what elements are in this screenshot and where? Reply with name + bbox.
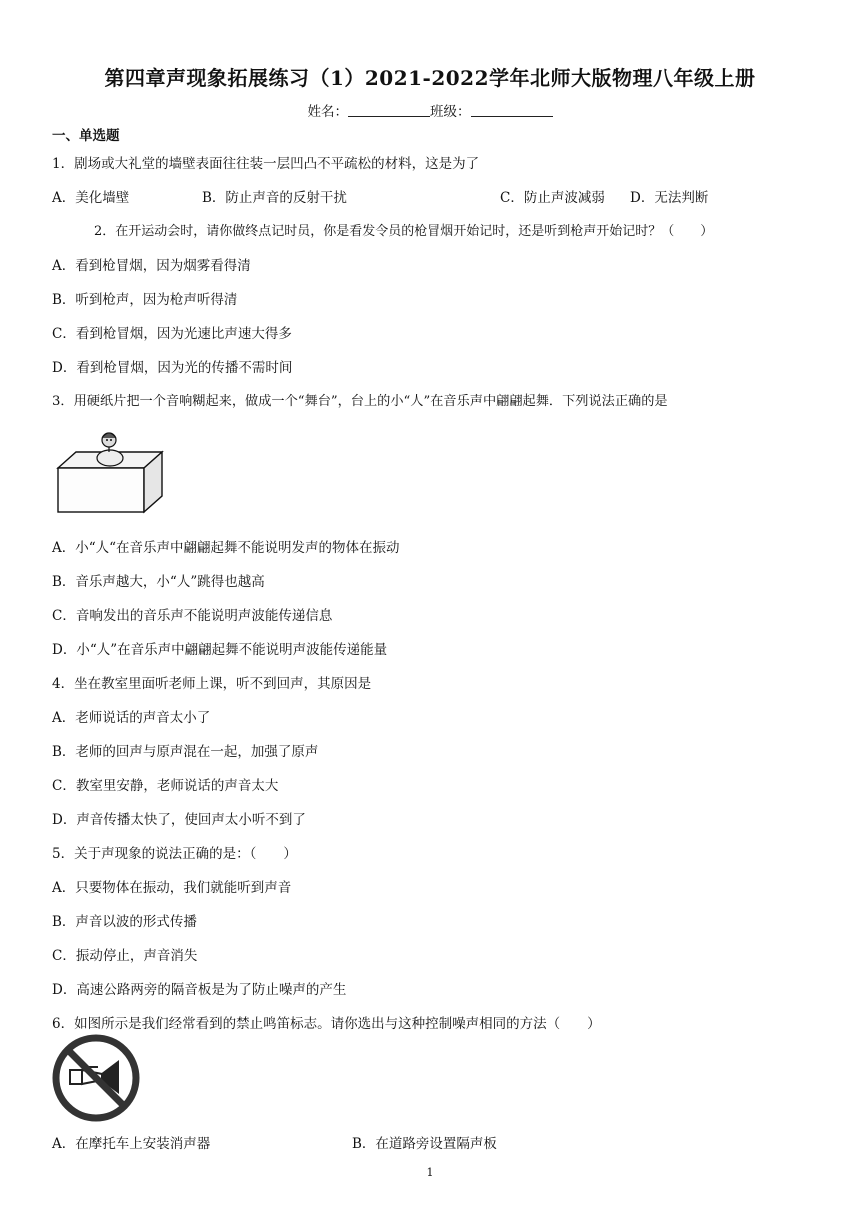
question-3-option-d: D．小“人”在音乐声中翩翩起舞不能说明声波能传递能量 [52,642,388,658]
section-heading: 一、单选题 [52,128,120,144]
question-4-stem: 4．坐在教室里面听老师上课，听不到回声，其原因是 [52,676,372,692]
question-5-option-c: C．振动停止，声音消失 [52,948,198,964]
question-1-options [52,186,812,206]
question-2-option-d: D．看到枪冒烟，因为光的传播不需时间 [52,360,293,376]
question-3-option-c: C．音响发出的音乐声不能说明声波能传递信息 [52,608,333,624]
question-5-option-a: A．只要物体在振动，我们就能听到声音 [52,880,292,896]
no-honking-sign-icon [52,1034,142,1122]
name-blank [348,104,430,117]
question-1-option-d: D．无法判断 [630,190,709,206]
question-4-option-b: B．老师的回声与原声混在一起，加强了原声 [52,744,319,760]
question-3-stem: 3．用硬纸片把一个音响糊起来，做成一个“舞台”，台上的小“人”在音乐声中翩翩起舞．下列说法正确的是 [52,394,668,409]
question-4-option-a: A．老师说话的声音太小了 [52,710,211,726]
question-5-stem: 5．关于声现象的说法正确的是：（ ） [52,846,297,862]
page-number: 1 [426,1166,434,1179]
student-info [0,100,860,120]
question-3-option-a: A．小“人“在音乐声中翩翩起舞不能说明发声的物体在振动 [52,540,400,556]
question-5-option-d: D．高速公路两旁的隔音板是为了防止噪声的产生 [52,982,347,998]
question-1-option-a: A．美化墙壁 [52,190,130,206]
question-3-option-b: B．音乐声越大，小“人”跳得也越高 [52,574,265,590]
question-2-option-b: B．听到枪声，因为枪声听得清 [52,292,238,308]
question-5-option-b: B．声音以波的形式传播 [52,914,197,930]
question-2-option-a: A．看到枪冒烟，因为烟雾看得清 [52,258,251,274]
question-1-option-b: B．防止声音的反射干扰 [202,190,347,206]
class-blank [471,104,553,117]
question-6-option-a: A．在摩托车上安装消声器 [52,1136,211,1152]
question-6-stem: 6．如图所示是我们经常看到的禁止鸣笛标志。请你选出与这种控制噪声相同的方法（ ） [52,1016,601,1032]
question-2-option-c: C．看到枪冒烟，因为光速比声速大得多 [52,326,292,342]
question-6-options [52,1132,812,1152]
question-1-stem: 1．剧场或大礼堂的墙壁表面往往装一层凹凸不平疏松的材料，这是为了 [52,156,480,172]
question-6-option-b: B．在道路旁设置隔声板 [352,1136,497,1152]
class-label: 班级： [430,104,471,120]
question-4-option-c: C．教室里安静，老师说话的声音太大 [52,778,279,794]
question-2-stem: 2．在开运动会时，请你做终点记时员，你是看发令员的枪冒烟开始记时，还是听到枪声开始记时？（ ） [94,224,714,239]
question-4-option-d: D．声音传播太快了，使回声太小听不到了 [52,812,306,828]
name-label: 姓名： [307,104,348,120]
speaker-stage-figure [52,420,168,516]
question-1-option-c: C．防止声波减弱 [500,190,605,206]
page-title: 第四章声现象拓展练习（1）2021-2022学年北师大版物理八年级上册 [104,66,756,90]
